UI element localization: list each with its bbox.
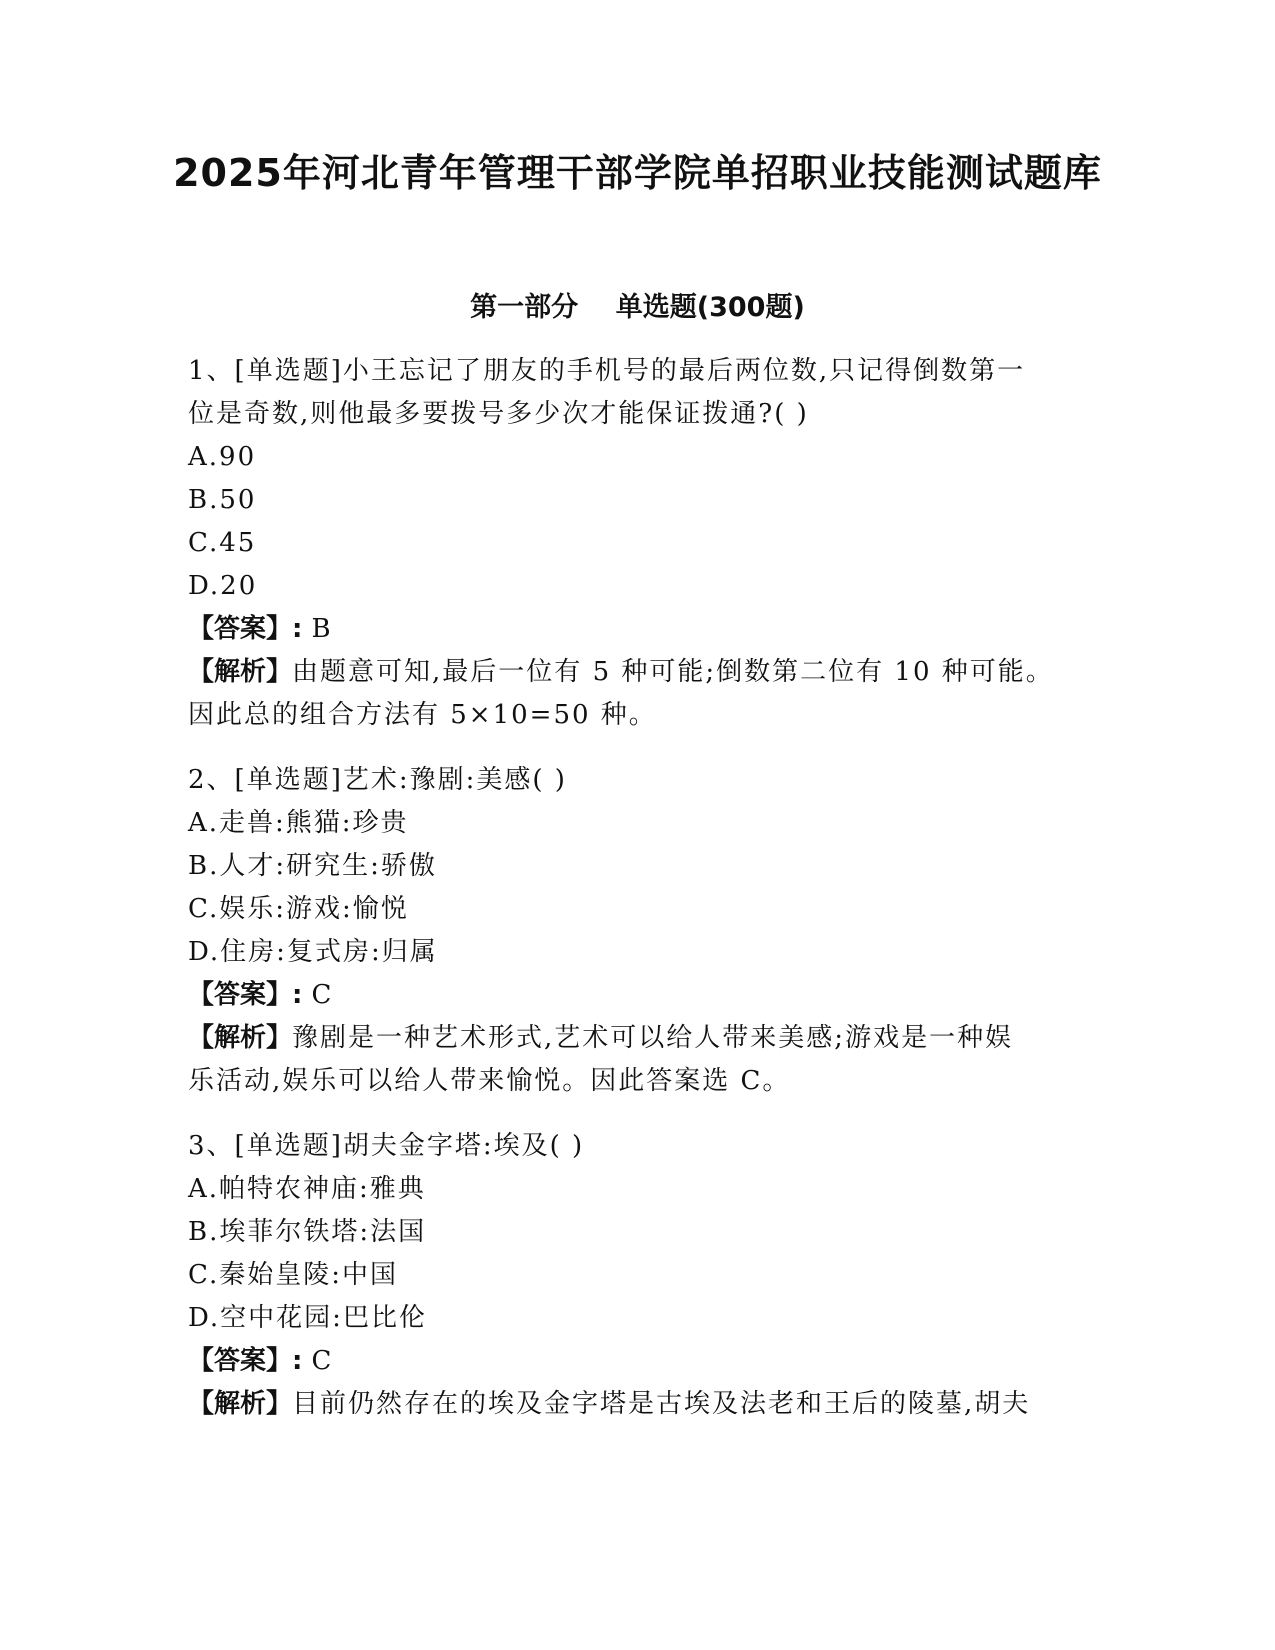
document-title: 2025年河北青年管理干部学院单招职业技能测试题库 [173, 151, 1102, 195]
analysis-line [188, 1017, 1068, 1060]
option-a: A.走兽:熊猫:珍贵 [188, 808, 409, 838]
option-d: D.住房:复式房:归属 [188, 937, 438, 967]
answer-line [188, 608, 1068, 651]
option-a: A.帕特农神庙:雅典 [188, 1174, 426, 1204]
analysis-text-continued: 乐活动,娱乐可以给人带来愉悦。因此答案选 C。 [188, 1066, 791, 1096]
question-stem [188, 350, 1068, 393]
answer-label: 答案 [214, 1346, 267, 1376]
answer-label: 答案 [214, 980, 267, 1010]
question-type: [单选题] [234, 1131, 343, 1161]
analysis-text-continued: 因此总的组合方法有 5×10=50 种。 [188, 700, 657, 730]
analysis-line [188, 651, 1068, 694]
question-type: [单选题] [234, 765, 343, 795]
analysis-text: 豫剧是一种艺术形式,艺术可以给人带来美感;游戏是一种娱 [292, 1023, 1014, 1053]
option-d: D.空中花园:巴比伦 [188, 1303, 427, 1333]
answer-value: C [311, 1346, 334, 1376]
answer-bracket-open: 【 [188, 980, 215, 1010]
question-list [188, 350, 1068, 1448]
section-title: 第一部分 单选题(300题) [470, 292, 805, 323]
answer-label: 答案 [214, 614, 267, 644]
answer-bracket-open: 【 [188, 614, 215, 644]
option-b: B.埃菲尔铁塔:法国 [188, 1217, 427, 1247]
answer-line [188, 974, 1068, 1017]
question-stem [188, 759, 1068, 802]
analysis-bracket-open: 【 [188, 1389, 215, 1419]
answer-value: B [311, 614, 333, 644]
question-number: 3、 [188, 1131, 235, 1161]
question-stem [188, 1125, 1068, 1168]
analysis-bracket-close: 】 [266, 1389, 293, 1419]
analysis-label: 解析 [214, 1389, 267, 1419]
analysis-line [188, 1383, 1068, 1426]
analysis-label: 解析 [214, 1023, 267, 1053]
question-type: [单选题] [234, 356, 343, 386]
analysis-text: 目前仍然存在的埃及金字塔是古埃及法老和王后的陵墓,胡夫 [292, 1389, 1031, 1419]
analysis-label: 解析 [214, 657, 267, 687]
analysis-text: 由题意可知,最后一位有 5 种可能;倒数第二位有 10 种可能。 [292, 657, 1054, 687]
option-c: C.娱乐:游戏:愉悦 [188, 894, 409, 924]
answer-bracket-close: 】 [266, 614, 293, 644]
analysis-bracket-open: 【 [188, 1023, 215, 1053]
answer-value: C [311, 980, 334, 1010]
option-d: D.20 [188, 571, 258, 601]
question-text-continued: 位是奇数,则他最多要拨号多少次才能保证拨通?( ) [188, 399, 809, 429]
answer-separator: : [292, 980, 312, 1010]
option-c: C.45 [188, 528, 257, 558]
answer-bracket-open: 【 [188, 1346, 215, 1376]
answer-line [188, 1340, 1068, 1383]
answer-separator: : [292, 614, 312, 644]
question-3 [188, 1125, 1068, 1426]
question-number: 1、 [188, 356, 235, 386]
question-text: 胡夫金字塔:埃及( ) [342, 1131, 585, 1161]
question-1 [188, 350, 1068, 737]
question-number: 2、 [188, 765, 235, 795]
analysis-bracket-close: 】 [266, 657, 293, 687]
option-b: B.人才:研究生:骄傲 [188, 851, 437, 881]
question-2 [188, 759, 1068, 1103]
analysis-bracket-open: 【 [188, 657, 215, 687]
answer-bracket-close: 】 [266, 980, 293, 1010]
question-text: 小王忘记了朋友的手机号的最后两位数,只记得倒数第一 [342, 356, 1026, 386]
answer-separator: : [292, 1346, 312, 1376]
option-a: A.90 [188, 442, 257, 472]
option-c: C.秦始皇陵:中国 [188, 1260, 398, 1290]
analysis-bracket-close: 】 [266, 1023, 293, 1053]
option-b: B.50 [188, 485, 257, 515]
question-text: 艺术:豫剧:美感( ) [342, 765, 567, 795]
answer-bracket-close: 】 [266, 1346, 293, 1376]
